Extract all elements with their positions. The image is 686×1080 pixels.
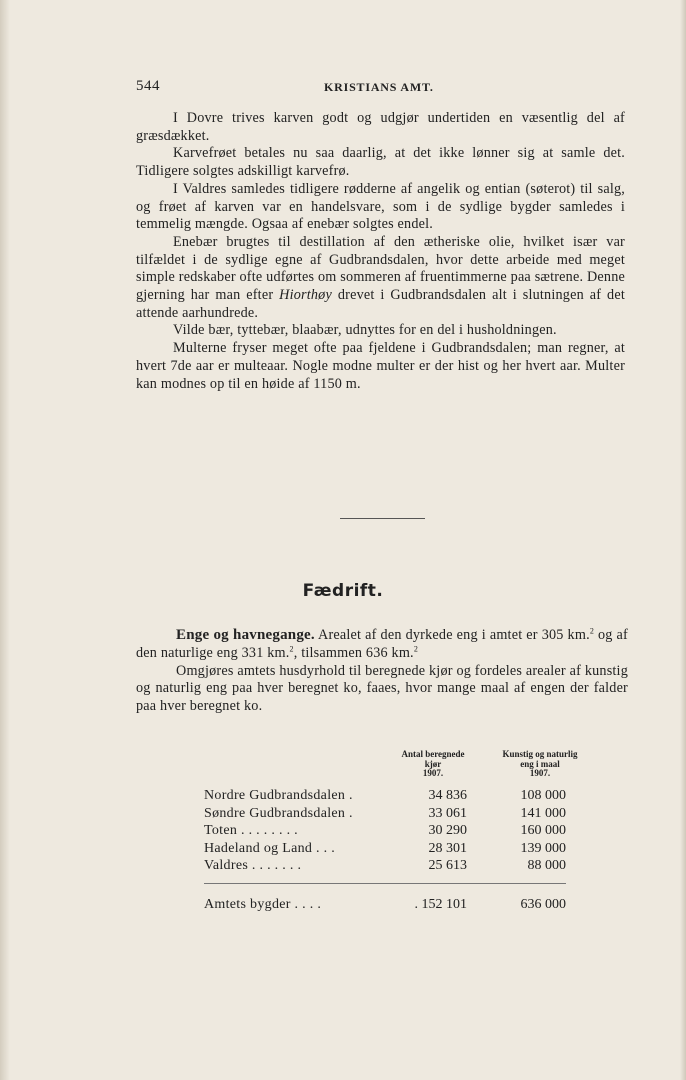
header-line: eng i maal <box>520 758 560 769</box>
total-label: Amtets bygder . . . . <box>204 897 322 912</box>
table-row <box>204 858 574 876</box>
running-head: KRISTIANS AMT. <box>324 80 434 94</box>
paragraph: Vilde bær, tyttebær, blaabær, udnyttes for en del i husholdningen. <box>173 322 557 339</box>
section-divider <box>340 518 425 519</box>
column-header-cows <box>394 750 472 779</box>
table-row <box>204 841 574 859</box>
total-cows: . 152 101 <box>414 897 467 912</box>
page-edge-right <box>680 0 686 1080</box>
paragraph-text: og af den naturlige eng 331 km. <box>136 627 628 661</box>
table-body <box>204 788 574 876</box>
paragraph: I Dovre trives karven godt og udgjør undertiden en væsentlig del af græsdækket. <box>136 110 625 144</box>
row-label: Hadeland og Land . . . <box>204 840 336 856</box>
section-heading: Fædrift. <box>302 581 384 601</box>
table-row <box>204 806 574 824</box>
body-text <box>136 110 625 393</box>
column-header-meadow <box>485 750 595 779</box>
table-row <box>204 788 574 806</box>
page-edge-left <box>0 0 10 1080</box>
paragraph: Karvefrøet betales nu saa daarlig, at det ikke lønner sig at samle det. Tidligere solgtes adskilligt karvefrø. <box>136 145 625 180</box>
superscript: 2 <box>589 626 595 636</box>
row-cows: 30 290 <box>428 823 467 838</box>
superscript: 2 <box>289 644 294 654</box>
row-meadow: 160 000 <box>520 823 566 838</box>
table-row <box>204 823 574 841</box>
table-total-row <box>204 897 574 915</box>
row-cows: 33 061 <box>428 805 467 821</box>
header-line: 1907. <box>529 768 551 778</box>
header-line: Antal beregnede <box>401 749 465 759</box>
paragraph-text: drevet i Gudbrandsdalen alt i slutningen af det attende aarhundrede. <box>136 287 625 321</box>
row-label: Valdres . . . . . . . <box>204 858 302 873</box>
total-meadow: 636 000 <box>520 897 566 912</box>
superscript: 2 <box>413 644 419 654</box>
header-line: 1907. <box>422 768 444 778</box>
paragraph: Multerne fryser meget ofte paa fjeldene i Gudbrandsdalen; man regner, at hvert 7de aar er multeaar. Nogle modne multer er der hist og her hvert aar. Multer kan modnes op til en høide af 1150 m. <box>136 340 625 392</box>
paragraph <box>136 627 628 663</box>
row-meadow: 88 000 <box>527 858 566 873</box>
paragraph-text: Arealet af den dyrkede eng i amtet er 305 km. <box>314 627 590 643</box>
lead-heading: Enge og havnegange. <box>176 627 315 643</box>
row-cows: 34 836 <box>428 788 467 803</box>
paragraph: Omgjøres amtets husdyrhold til beregnede kjør og fordeles arealer af kunstig og naturlig eng paa hver beregnet ko, faaes, hvor mange maal af engen der falder paa hver beregnet ko. <box>136 662 628 715</box>
page-number: 544 <box>136 78 160 94</box>
header-line: kjør <box>424 758 442 769</box>
row-meadow: 108 000 <box>520 788 566 803</box>
row-meadow: 139 000 <box>520 840 566 856</box>
row-label: Søndre Gudbrandsdalen . <box>204 805 353 821</box>
paragraph <box>136 234 625 323</box>
table-total-rule <box>204 883 566 884</box>
row-meadow: 141 000 <box>520 805 566 821</box>
paragraph-text: Enebær brugtes til destillation af den ætheriske olie, hvilket især var tilfældet i de sydlige egne af Gudbrandsdalen, hvor dette arbeide med meget simple redskaber ofte udførtes om sommeren af fruentimmerne paa sætrene. Denne gjerning har man efter <box>136 233 625 304</box>
paragraph-text: , tilsammen 636 km. <box>293 644 414 661</box>
header-line: Kunstig og naturlig <box>502 749 578 759</box>
section-body <box>136 627 628 716</box>
page-header <box>136 78 626 98</box>
paragraph: I Valdres samledes tidligere rødderne af angelik og entian (søterot) til salg, og frøet af karven var en handelsvare, som i de sydlige bygder samledes i temmelig mængde. Ogsaa af enebær solgtes endel. <box>136 180 625 233</box>
row-label: Toten . . . . . . . . <box>204 823 298 838</box>
italic-name: Hiorthøy <box>279 287 332 304</box>
row-label: Nordre Gudbrandsdalen . <box>204 788 353 803</box>
row-cows: 25 613 <box>428 858 467 873</box>
row-cows: 28 301 <box>428 840 467 856</box>
